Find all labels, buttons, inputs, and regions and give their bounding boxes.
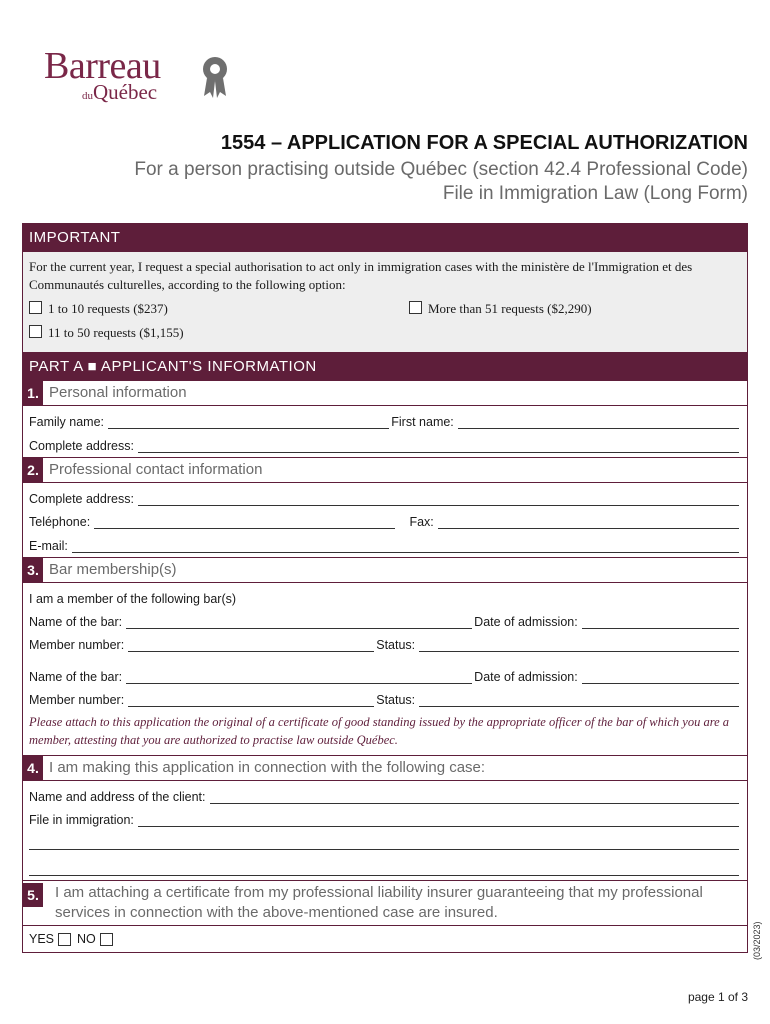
file-row [23, 804, 747, 827]
status-label: Status: [376, 638, 416, 652]
member-number-field[interactable] [128, 692, 374, 707]
section-title: Professional contact information [49, 461, 263, 478]
client-row [23, 781, 747, 804]
address-field[interactable] [138, 438, 739, 453]
admission-date-label: Date of admission: [474, 615, 578, 629]
section-number: 5. [23, 883, 43, 907]
fax-field[interactable] [438, 514, 739, 529]
section-number: 1. [23, 381, 43, 405]
yes-checkbox[interactable] [58, 933, 71, 946]
admission-date-label: Date of admission: [474, 670, 578, 684]
section-4-heading [23, 755, 747, 781]
pro-address-label: Complete address: [29, 492, 134, 506]
section-number: 2. [23, 458, 43, 482]
option-label: 11 to 50 requests ($1,155) [48, 325, 184, 340]
part-a-heading: PART A ■ APPLICANT'S INFORMATION [23, 353, 747, 381]
email-row [23, 529, 747, 557]
family-name-field[interactable] [108, 414, 389, 429]
insurance-answer-row [23, 926, 747, 952]
bar-name-row-2 [23, 652, 747, 684]
important-box [22, 223, 748, 353]
family-name-label: Family name: [29, 415, 105, 429]
yes-label: YES [29, 932, 55, 946]
bar-name-label: Name of the bar: [29, 670, 123, 684]
pro-address-row [23, 483, 747, 506]
first-name-field[interactable] [458, 414, 739, 429]
address-label: Complete address: [29, 439, 134, 453]
member-number-field[interactable] [128, 637, 374, 652]
status-field[interactable] [419, 637, 739, 652]
no-label: NO [77, 932, 96, 946]
fax-label: Fax: [409, 515, 434, 529]
member-number-label: Member number: [29, 638, 125, 652]
no-checkbox[interactable] [100, 933, 113, 946]
telephone-field[interactable] [94, 514, 395, 529]
bar-name-label: Name of the bar: [29, 615, 123, 629]
form-subtitle [134, 158, 748, 206]
section-5-heading [23, 880, 747, 926]
address-row [23, 429, 747, 457]
member-row-1 [23, 629, 747, 652]
client-field[interactable] [210, 789, 740, 804]
section-1-heading [23, 381, 747, 406]
section-title: I am making this application in connection with the following case: [49, 759, 486, 776]
section-3-heading [23, 557, 747, 583]
barreau-logo [44, 44, 244, 104]
important-text: For the current year, I request a special authorisation to act only in immigration cases with the ministère de l'Immigration et des Communautés culturelles, according to the following option: [29, 259, 693, 292]
fee-options [29, 300, 741, 348]
client-label: Name and address of the client: [29, 790, 206, 804]
status-label: Status: [376, 693, 416, 707]
logo-subtitle [82, 80, 157, 105]
logo-wordmark: Barreau [44, 45, 161, 87]
email-field[interactable] [72, 538, 739, 553]
bar-name-field[interactable] [126, 669, 472, 684]
file-label: File in immigration: [29, 813, 134, 827]
option-label: 1 to 10 requests ($237) [48, 301, 168, 316]
option-label: More than 51 requests ($2,290) [428, 301, 592, 316]
page-number: page 1 of 3 [687, 990, 748, 1004]
subtitle-line-1: For a person practising outside Québec (section 42.4 Professional Code) [134, 159, 748, 180]
important-heading: IMPORTANT [23, 224, 747, 252]
bar-intro-row [23, 583, 747, 606]
admission-date-field[interactable] [582, 669, 739, 684]
important-body [23, 252, 747, 352]
logo-quebec: Québec [93, 80, 158, 104]
phone-fax-row [23, 506, 747, 529]
section-number: 4. [23, 756, 43, 780]
first-name-label: First name: [391, 415, 454, 429]
good-standing-note: Please attach to this application the original of a certificate of good standing issued by the appropriate officer of the bar of which you are a member, attesting that you are authorized to practise law outside Québec. [29, 715, 730, 747]
status-field[interactable] [419, 692, 739, 707]
bar-name-field[interactable] [126, 614, 472, 629]
section-number: 3. [23, 558, 43, 582]
section-2-heading [23, 457, 747, 483]
option-11-50[interactable] [29, 324, 409, 342]
option-51-plus[interactable] [409, 300, 741, 318]
checkbox-icon[interactable] [29, 325, 42, 338]
logo-du: du [82, 90, 93, 102]
section-title: I am attaching a certificate from my professional liability insurer guaranteeing that my professional services in connection with the above-mentioned case are insured. [55, 884, 703, 921]
admission-date-field[interactable] [582, 614, 739, 629]
bar-intro: I am a member of the following bar(s) [29, 592, 237, 606]
member-number-label: Member number: [29, 693, 125, 707]
file-field[interactable] [138, 812, 739, 827]
option-1-10[interactable] [29, 300, 409, 318]
part-a [22, 352, 748, 953]
checkbox-icon[interactable] [409, 301, 422, 314]
ribbon-emblem-icon [198, 54, 232, 102]
subtitle-line-2: File in Immigration Law (Long Form) [442, 183, 748, 204]
bar-name-row-1 [23, 606, 747, 629]
email-label: E-mail: [29, 539, 68, 553]
telephone-label: Teléphone: [29, 515, 91, 529]
blank-line-field[interactable] [29, 835, 739, 850]
section-title: Personal information [49, 384, 187, 401]
pro-address-field[interactable] [138, 491, 739, 506]
blank-line-field[interactable] [29, 861, 739, 876]
member-row-2 [23, 684, 747, 707]
family-name-row [23, 406, 747, 429]
checkbox-icon[interactable] [29, 301, 42, 314]
form-title: 1554 – APPLICATION FOR A SPECIAL AUTHORIZATION [220, 132, 748, 154]
blank-row-1 [23, 827, 747, 850]
form-version-code: (03/2023) [752, 921, 762, 960]
section-title: Bar membership(s) [49, 561, 177, 578]
blank-row-2 [23, 850, 747, 880]
